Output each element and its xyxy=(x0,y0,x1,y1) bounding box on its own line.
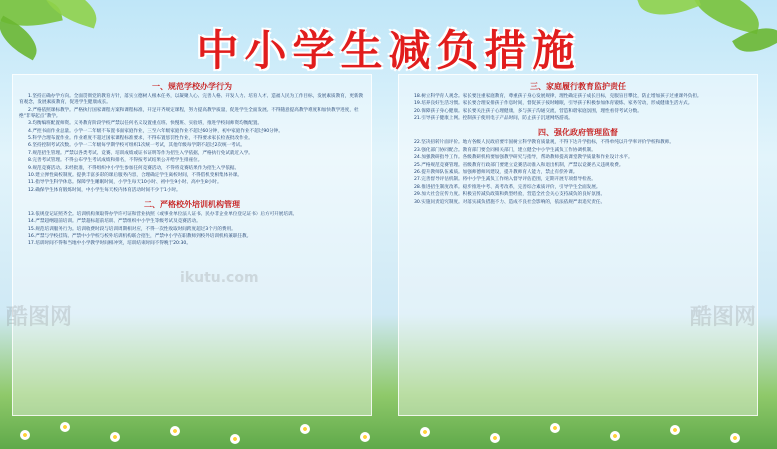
paragraph: 9.规范竞赛活动。未经批准，不得组织中小学生参加任何竞赛活动，不得将竞赛结果作为招生入学依据。 xyxy=(28,165,240,171)
flower-decoration xyxy=(490,433,500,443)
paragraph: 1.坚持正确办学方向。全面贯彻党的教育方针，落实立德树人根本任务，以凝聚人心、完善人格、开发人力、培育人才、造福人民为工作目标，发展素质教育，更新教育观念，发展素质教育，促进学生健康成长。 xyxy=(19,94,364,106)
paragraph: 5.科学合理布置作业。作业难度不超过国家课程标准要求，不得布置惩罚性作业，不得要求家长检查批改作业。 xyxy=(28,135,253,141)
flower-decoration xyxy=(230,434,240,444)
paragraph: 7.规范招生管理。严禁以各类考试、竞赛、培训成绩或证书证明等作为招生入学依据，严格执行免试就近入学。 xyxy=(28,150,253,156)
section-title: 二、严格校外培训机构管理 xyxy=(144,199,240,209)
flower-decoration xyxy=(730,433,740,443)
paragraph: 22.坚决扭转片面评价。地方各级人民政府要牢固树立科学教育质量观，不得下达升学指标，不得单纯以升学率评价学校和教师。 xyxy=(414,140,674,146)
flower-decoration xyxy=(550,423,560,433)
section-title: 一、规范学校办学行为 xyxy=(152,82,232,91)
paragraph: 27.完善督导评估机制。将中小学生减负工作纳入督导评估范围，定期开展专项督导检查。 xyxy=(414,177,596,183)
flower-decoration xyxy=(60,422,70,432)
paragraph: 15.规范培训服务行为。培训收费时段与培训周期相对应，不得一次性收取时间跨度超过3个月的费用。 xyxy=(28,226,236,232)
paragraph: 23.强化部门协同配合。教育部门要会同相关部门，建立健全中小学生减负工作协调机制。 xyxy=(414,147,596,153)
paragraph: 13.依规登记证照齐全。培训机构须取得办学许可证和营业执照（或事业单位法人证书、民办非企业单位登记证书）后方可开展培训。 xyxy=(28,211,298,217)
watermark: 酷图网 xyxy=(690,305,757,330)
right-panel xyxy=(398,74,758,416)
paragraph: 6.坚持控制考试次数。小学一二年级每学期学校可组织1次统一考试，其他年级每学期不超过2次统一考试。 xyxy=(28,143,245,149)
paragraph: 26.提升教师队伍素质。加强师德师风建设，提升教师育人能力，禁止有偿补课。 xyxy=(414,169,578,175)
left-panel xyxy=(12,74,372,416)
paragraph: 19.培养良好生活习惯。家长要合理安排孩子作息时间，督促孩子按时睡眠，引导孩子积极参加体育锻炼、家务劳动，形成健康生活方式。 xyxy=(414,101,693,107)
paragraph: 14.严禁超纲超前培训。严禁超标超前培训、严禁组织中小学生等级考试及竞赛活动。 xyxy=(28,219,201,225)
paragraph: 4.严控书面作业总量。小学一二年级不布置书面家庭作业，三至六年级家庭作业不超过60分钟，初中家庭作业不超过90分钟。 xyxy=(28,128,283,134)
paragraph: 11.指导学生科学休息。保障学生睡眠时间，小学生每天10小时、初中生9小时、高中生8小时。 xyxy=(28,180,222,186)
section-title: 三、家庭履行教育监护责任 xyxy=(530,82,626,91)
flower-decoration xyxy=(170,426,180,436)
paragraph: 30.实施问责追究制度。对落实减负措施不力、造成不良社会影响的，依法依规严肃追究责任。 xyxy=(414,199,606,205)
paragraph: 20.保障孩子身心健康。家长要关注孩子心理健康，多与孩子沟通交流，营造和谐家庭氛围，理性看待考试分数。 xyxy=(414,108,642,114)
flower-decoration xyxy=(300,424,310,434)
paragraph: 24.加强教研指导工作。各级教研机构要加强教学研究与指导，帮助教师提高课堂教学质量和作业设计水平。 xyxy=(414,155,633,161)
flower-decoration xyxy=(20,430,30,440)
paragraph: 8.完善考试管理。不得公布学生考试成绩和排名，不得按考试结果公开给学生排座位。 xyxy=(28,158,203,164)
page-title: 中小学生减负措施 xyxy=(196,26,581,75)
paragraph: 18.树立科学育人观念。家长要注重家庭教育，尊重孩子身心发展规律，理性确定孩子成长目标，克服盲目攀比，防止增加孩子过重课外负担。 xyxy=(414,94,702,99)
paragraph: 16.严禁与学校挂钩。严禁中小学校与校外培训机构联合招生，严禁中小学在职教师到校外培训机构兼职任教。 xyxy=(28,234,252,240)
flower-decoration xyxy=(110,432,120,442)
paragraph: 12.确保学生体育锻炼时间，中小学生每天校内体育活动时间不少于1小时。 xyxy=(28,187,181,193)
paragraph: 17.培训时间不得和当地中小学教学时间相冲突，培训结束时间不得晚于20:30。 xyxy=(28,241,191,247)
flower-decoration xyxy=(420,427,430,437)
paragraph: 28.推进招生制度改革。稳步推进中考、高考改革，完善综合素质评价，引导学生全面发展。 xyxy=(414,184,601,190)
paragraph: 3.均衡编班配置师资。义务教育阶段学校严禁以任何名义设置重点班、快慢班、实验班，推进学校间师资均衡配置。 xyxy=(28,121,263,127)
paragraph: 10.建立弹性离校制度。提供丰富多彩的课后服务内容，合理确定学生离校时间，不得借机变相集体补课。 xyxy=(28,172,243,178)
flower-decoration xyxy=(670,425,680,435)
flower-decoration xyxy=(610,431,620,441)
paragraph: 2.严格依照课标教学。严格执行国家课程方案和课程标准，开足开齐规定课程，努力提高教学质量，促进学生全面发展。不得随意提高教学难度和加快教学进度，杜绝“非零起点”教学。 xyxy=(19,107,359,119)
watermark: 酷图网 xyxy=(6,305,73,330)
flower-decoration xyxy=(360,432,370,442)
paragraph: 21.引导孩子健康上网。控制孩子使用电子产品时间，防止孩子沉迷网络游戏。 xyxy=(414,116,573,122)
paragraph: 25.严格规范竞赛管理。省级教育行政部门要建立竞赛活动准入和退出机制，严禁以竞赛名义违规收费。 xyxy=(414,162,624,168)
paragraph: 29.加大社会宣传力度。积极宣传减负政策和典型经验，营造全社会关心支持减负的良好氛围。 xyxy=(414,192,606,198)
section-title: 四、强化政府管理监督 xyxy=(538,128,618,138)
watermark: ikutu.com xyxy=(180,270,259,286)
